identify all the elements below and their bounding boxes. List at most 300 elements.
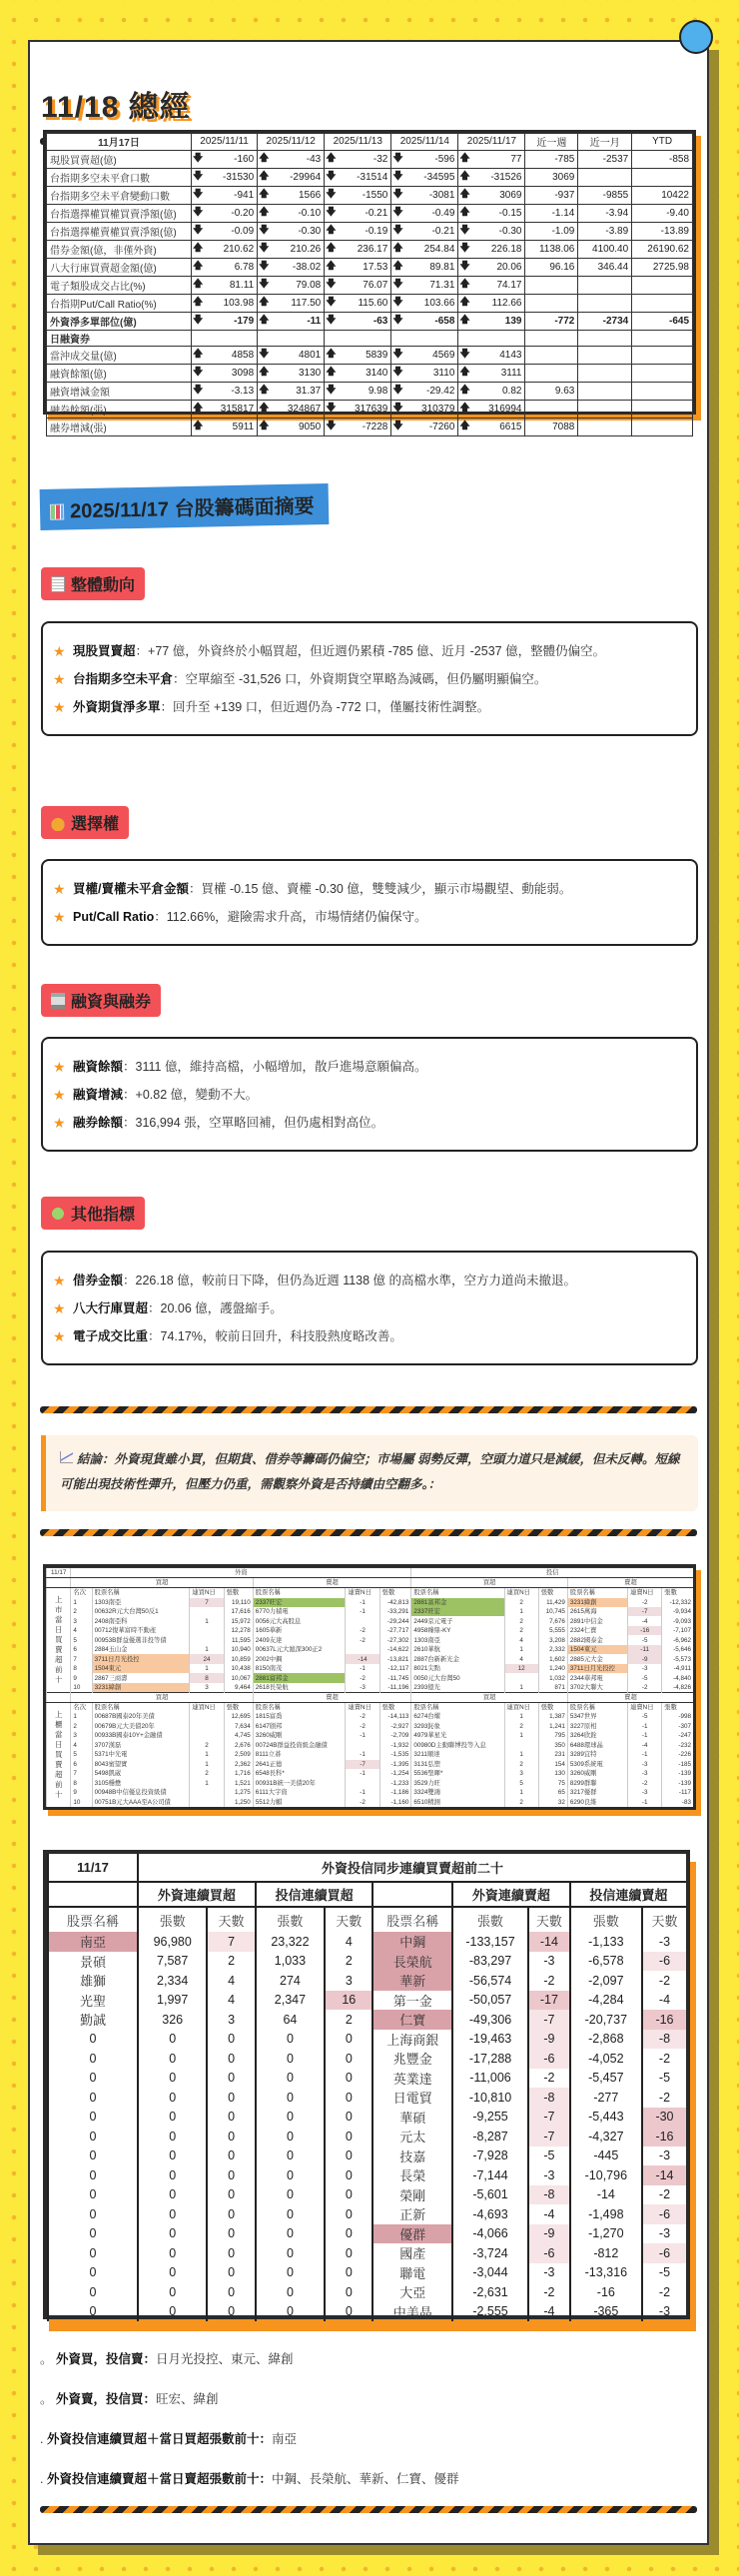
table-row (47, 1635, 694, 1644)
arrow-down-icon: 🡇 (458, 222, 471, 240)
stock-name: 3231緯創 (92, 1683, 190, 1693)
trust-days: 3 (325, 1971, 372, 1991)
table-row (47, 294, 693, 312)
arrow-down-icon: 🡇 (325, 401, 338, 419)
row-label: 融資增減金額 (47, 383, 192, 401)
star-icon: ★ (53, 699, 66, 715)
arrow-down-icon: 🡇 (192, 383, 205, 401)
puzzle-icon (51, 1206, 65, 1222)
item-key: 八大行庫買超 (73, 1301, 149, 1315)
zero-cell: 0 (48, 2165, 138, 2185)
zero-cell: 0 (207, 2088, 255, 2108)
streak-days: 1 (504, 1607, 538, 1616)
streak-days: 4 (504, 1654, 538, 1663)
value-cell: 117.50 (270, 294, 324, 312)
zero-cell: 0 (138, 2030, 207, 2050)
stock-name: 3707漢磊 (92, 1741, 190, 1750)
trust-days: -3 (642, 2224, 686, 2244)
streak-days: -1 (346, 1731, 379, 1740)
streak-days: -3 (628, 1788, 662, 1797)
rank-cell: 5 (71, 1635, 92, 1644)
value-cell: -7228 (338, 419, 391, 436)
foreign-days: -5 (528, 2147, 570, 2166)
column-header: 張數 (662, 1588, 693, 1598)
quantity: 154 (538, 1760, 567, 1769)
empty-cell (258, 330, 325, 347)
value-cell: 71.31 (404, 276, 458, 294)
value-cell: -0.30 (270, 222, 324, 240)
table-row (47, 312, 693, 330)
rank-cell: 6 (71, 1645, 92, 1654)
stock-name: 3211順達 (411, 1750, 504, 1759)
summary-cell (632, 276, 693, 294)
arrow-up-icon: 🡅 (391, 258, 404, 276)
value-cell: -29.42 (404, 383, 458, 401)
buy-sell-header-row (47, 1578, 694, 1588)
streak-days: -1 (346, 1664, 379, 1673)
title-row (48, 1854, 686, 1882)
column-header-row (47, 1588, 694, 1598)
rank-cell: 7 (71, 1769, 92, 1778)
stock-name: 優群 (372, 2224, 451, 2244)
zero-cell: 0 (207, 2282, 255, 2302)
trust-days: -4 (642, 1991, 686, 2011)
value-cell: 115.60 (338, 294, 391, 312)
row-label: 融資餘額(億) (47, 365, 192, 383)
arrow-down-icon: 🡇 (325, 168, 338, 186)
quantity: -307 (662, 1722, 693, 1731)
item-value: ：買權 -0.15 億、賣權 -0.30 億，雙雙減少，顯示市場觀望、動能弱。 (188, 882, 572, 896)
table-row (48, 1971, 686, 1991)
foreign-qty: -4,693 (452, 2204, 528, 2224)
foreign-qty: 96,980 (138, 1932, 207, 1952)
star-icon: ★ (53, 1087, 66, 1103)
zero-cell: 0 (325, 2224, 372, 2244)
value-cell: 5839 (338, 347, 391, 365)
stock-name: 8299群聯 (567, 1779, 627, 1788)
stock-name: 2449京元電子 (411, 1616, 504, 1625)
streak-days: 3 (504, 1769, 538, 1778)
table-row (48, 2302, 686, 2322)
zero-cell: 0 (325, 2049, 372, 2069)
stock-name: 2881富邦金 (411, 1598, 504, 1607)
arrow-down-icon: 🡇 (258, 240, 271, 258)
stock-name: 上海商銀 (372, 2030, 451, 2050)
value-cell: -160 (204, 150, 257, 168)
stock-name: 5309系統電 (567, 1760, 627, 1769)
zero-cell: 0 (138, 2185, 207, 2205)
zero-cell: 0 (207, 2243, 255, 2263)
trust-qty: 274 (256, 1971, 325, 1991)
empty-cell (192, 330, 258, 347)
value-cell: 9050 (270, 419, 324, 436)
zero-cell: 0 (325, 2088, 372, 2108)
item-key: 台指期多空未平倉 (73, 672, 174, 686)
column-header: 近一週 (525, 134, 578, 151)
column-header: 張數 (256, 1907, 325, 1932)
buy-sell-header: 賣超 (253, 1578, 411, 1588)
zero-cell: 0 (48, 2147, 138, 2166)
arrow-up-icon: 🡅 (458, 419, 471, 436)
value-cell: -38.02 (270, 258, 324, 276)
streak-days: 2 (504, 1626, 538, 1635)
item-value: ：74.17%，較前日回升，科技股熱度略改善。 (148, 1329, 402, 1343)
zero-cell: 0 (256, 2069, 325, 2089)
quantity: 1,602 (538, 1654, 567, 1663)
summary-cell (632, 294, 693, 312)
streak-days: 24 (190, 1654, 224, 1663)
group-header-row (48, 1882, 686, 1907)
quantity: 12,695 (224, 1712, 253, 1721)
stock-name: 0056元大高股息 (253, 1616, 346, 1625)
stock-name: 2002中鋼 (253, 1654, 346, 1663)
quantity: -13,821 (379, 1654, 411, 1663)
arrow-up-icon: 🡅 (192, 294, 205, 312)
arrow-down-icon: 🡇 (391, 186, 404, 204)
arrow-up-icon: 🡅 (258, 186, 271, 204)
foreign-header: 外資 (71, 1568, 411, 1578)
streak-days (190, 1626, 224, 1635)
table-row (47, 1683, 694, 1693)
rank-cell: 5 (71, 1750, 92, 1759)
summary-cell (578, 419, 632, 436)
zero-cell: 0 (256, 2224, 325, 2244)
quantity: 1,387 (538, 1712, 567, 1721)
stock-name: 1303南亞 (411, 1635, 504, 1644)
list-item (53, 1325, 682, 1348)
column-header: 名次 (71, 1703, 92, 1713)
streak-days: -3 (628, 1760, 662, 1769)
table-row (47, 401, 693, 419)
arrow-up-icon: 🡅 (258, 204, 271, 222)
arrow-down-icon: 🡇 (391, 365, 404, 383)
column-header: YTD (632, 134, 693, 151)
streak-days: 1 (190, 1760, 224, 1769)
column-header: 張數 (224, 1588, 253, 1598)
value-cell: 4569 (404, 347, 458, 365)
foreign-qty: 1,997 (138, 1991, 207, 2011)
arrow-down-icon: 🡇 (325, 312, 338, 330)
item-value: ：回升至 +139 口，但近週仍為 -772 口，僅屬技術性調整。 (160, 700, 490, 714)
streak-days: 1 (190, 1779, 224, 1788)
stock-name: 3711日月光投控 (92, 1654, 190, 1663)
star-icon: ★ (53, 1115, 66, 1131)
stock-name: 長榮航 (372, 1952, 451, 1972)
quantity: 75 (538, 1779, 567, 1788)
stock-name: 2337旺宏 (411, 1607, 504, 1616)
item-value: ：112.66%，避險需求升高，市場情緒仍偏保守。 (154, 910, 427, 924)
table-row (47, 1712, 694, 1721)
arrow-up-icon: 🡅 (258, 419, 271, 436)
arrow-down-icon: 🡇 (458, 258, 471, 276)
streak-days: 2 (504, 1616, 538, 1625)
quantity: 17,616 (224, 1607, 253, 1616)
star-icon: ★ (53, 909, 66, 925)
column-header: 張數 (224, 1703, 253, 1713)
empty-cell (391, 330, 458, 347)
arrow-down-icon: 🡇 (391, 312, 404, 330)
zero-cell: 0 (138, 2224, 207, 2244)
value-cell: 210.26 (270, 240, 324, 258)
bullet-mark: 。 (40, 2392, 56, 2406)
column-header: 天數 (642, 1907, 686, 1932)
zero-cell: 0 (138, 2263, 207, 2283)
trust-days: -6 (642, 1952, 686, 1972)
zero-cell: 0 (48, 2282, 138, 2302)
quantity: 15,972 (224, 1616, 253, 1625)
page-title: 11/18 總經 (41, 91, 191, 124)
value-cell: 316994 (471, 401, 525, 419)
summary-cell: -645 (632, 312, 693, 330)
value-cell: -0.49 (404, 204, 458, 222)
table-row (48, 2147, 686, 2166)
foreign-days: -7 (528, 2010, 570, 2030)
column-header: 張數 (538, 1588, 567, 1598)
value-cell: 9.98 (338, 383, 391, 401)
trust-days: -8 (642, 2030, 686, 2050)
streak-days: -9 (628, 1654, 662, 1663)
summary-bullet (40, 2349, 294, 2367)
foreign-days: -2 (528, 2282, 570, 2302)
streak-days: -5 (628, 1673, 662, 1682)
zero-cell: 0 (48, 2204, 138, 2224)
table-row (47, 222, 693, 240)
table-row (48, 2204, 686, 2224)
trust-days: -16 (642, 2010, 686, 2030)
arrow-up-icon: 🡅 (192, 276, 205, 294)
summary-cell: 7088 (525, 419, 578, 436)
summary-cell: 346.44 (578, 258, 632, 276)
buy-sell-header: 賣超 (567, 1578, 693, 1588)
section-tag (41, 1197, 145, 1230)
arrow-down-icon: 🡇 (192, 365, 205, 383)
summary-cell (578, 294, 632, 312)
date-cell: 11/17 (48, 1854, 138, 1882)
streak-days: 7 (190, 1598, 224, 1607)
arrow-down-icon: 🡇 (325, 294, 338, 312)
stock-name: 2337旺宏 (253, 1598, 346, 1607)
quantity: -2,927 (379, 1722, 411, 1731)
quantity: 2,676 (224, 1741, 253, 1750)
zero-cell: 0 (48, 2088, 138, 2108)
summary-cell: 96.16 (525, 258, 578, 276)
bullet-value: 旺宏、緯創 (156, 2392, 219, 2406)
list-item (53, 1270, 682, 1292)
macro-indicator-table (46, 133, 693, 436)
value-cell: -0.15 (471, 204, 525, 222)
streak-days: 2 (504, 1598, 538, 1607)
arrow-up-icon: 🡅 (325, 222, 338, 240)
list-item (53, 1084, 682, 1107)
stock-name: 1504東元 (567, 1645, 627, 1654)
stock-name: 6770力積電 (253, 1607, 346, 1616)
arrow-down-icon: 🡇 (258, 276, 271, 294)
column-header-row (47, 1703, 694, 1713)
foreign-qty: -11,006 (452, 2069, 528, 2089)
stock-name: 3131弘塑 (411, 1760, 504, 1769)
quantity: -6,962 (662, 1635, 693, 1644)
streak-days: -2 (346, 1722, 379, 1731)
quantity: 871 (538, 1683, 567, 1693)
group-header: 外資連續賣超 (452, 1882, 570, 1907)
trust-days: -2 (642, 2088, 686, 2108)
stock-name: 8111立碁 (253, 1750, 346, 1759)
trust-days: 16 (325, 1991, 372, 2011)
row-label: 外資淨多單部位(億) (47, 312, 192, 330)
value-cell: 6.78 (204, 258, 257, 276)
column-header: 近一月 (578, 134, 632, 151)
value-cell: -0.30 (471, 222, 525, 240)
bullet-key: 外資賣，投信買： (55, 2392, 156, 2406)
item-key: 融資增減 (73, 1088, 124, 1102)
foreign-qty: -7,144 (452, 2165, 528, 2185)
item-text (73, 1056, 426, 1079)
value-cell: 139 (471, 312, 525, 330)
section-box (41, 1037, 698, 1152)
empty-cell (525, 330, 578, 347)
stock-name: 5371中光電 (92, 1750, 190, 1759)
rank-cell: 7 (71, 1654, 92, 1663)
streak-days (346, 1741, 379, 1750)
quantity: 11,429 (538, 1598, 567, 1607)
arrow-down-icon: 🡇 (391, 383, 404, 401)
stock-name: 2344華邦電 (567, 1673, 627, 1682)
streak-days: 2 (504, 1797, 538, 1807)
stock-name: 3227原相 (567, 1722, 627, 1731)
summary-cell (632, 383, 693, 401)
value-cell: -3.13 (204, 383, 257, 401)
stock-name: 榮剛 (372, 2185, 451, 2205)
group-header: 投信連續賣超 (570, 1882, 686, 1907)
arrow-up-icon: 🡅 (192, 401, 205, 419)
stock-name: 00948B中信優息投資級債 (92, 1788, 190, 1797)
quantity: 10,859 (224, 1654, 253, 1663)
table-row (47, 1645, 694, 1654)
zero-cell: 0 (48, 2127, 138, 2147)
table-row (48, 2010, 686, 2030)
value-cell: 6615 (471, 419, 525, 436)
value-cell: 3069 (471, 186, 525, 204)
zero-cell: 0 (48, 2243, 138, 2263)
streak-days: -1 (628, 1731, 662, 1740)
market-label: 上 市 當 日 買 賣 超 前 十 (47, 1588, 71, 1693)
foreign-days: -6 (528, 2243, 570, 2263)
column-header: 天數 (325, 1907, 372, 1932)
column-header: 2025/11/14 (391, 134, 458, 151)
quantity: -232 (662, 1741, 693, 1750)
arrow-up-icon: 🡅 (258, 150, 271, 168)
column-header: 2025/11/17 (458, 134, 525, 151)
star-icon: ★ (53, 671, 66, 687)
table-row (47, 1779, 694, 1788)
quantity: -1,160 (379, 1797, 411, 1807)
column-header: 連買N日 (190, 1703, 224, 1713)
value-cell: 0.82 (471, 383, 525, 401)
summary-cell (578, 401, 632, 419)
group-header-row (47, 1568, 694, 1578)
streak-days (504, 1741, 538, 1750)
value-cell: 77 (471, 150, 525, 168)
streak-days: -4 (628, 1741, 662, 1750)
stock-name: 5498凱崴 (92, 1769, 190, 1778)
list-item (53, 696, 682, 719)
foreign-qty: 326 (138, 2010, 207, 2030)
foreign-days: -7 (528, 2127, 570, 2147)
buy-sell-header: 賣超 (567, 1692, 693, 1702)
table-row (47, 1750, 694, 1759)
quantity: -7,107 (662, 1626, 693, 1635)
quantity: -42,813 (379, 1598, 411, 1607)
row-label: 電子類股成交占比(%) (47, 276, 192, 294)
buy-sell-header: 賣超 (253, 1692, 411, 1702)
table-row (48, 2243, 686, 2263)
foreign-days: -8 (528, 2088, 570, 2108)
trust-qty: -4,327 (570, 2127, 642, 2147)
streak-days: -2 (346, 1635, 379, 1644)
table-row (47, 365, 693, 383)
zero-cell: 0 (325, 2282, 372, 2302)
table-row (47, 1722, 694, 1731)
summary-bullet (40, 2429, 297, 2447)
value-cell: -7260 (404, 419, 458, 436)
arrow-down-icon: 🡇 (391, 150, 404, 168)
column-header: 2025/11/12 (258, 134, 325, 151)
buy-sell-header: 買超 (411, 1692, 568, 1702)
arrow-down-icon: 🡇 (325, 383, 338, 401)
streak-days (346, 1616, 379, 1625)
quantity: -29,244 (379, 1616, 411, 1625)
stock-name: 聯電 (372, 2263, 451, 2283)
stock-name: 3293鈊象 (411, 1722, 504, 1731)
row-label: 台指期Put/Call Ratio(%) (47, 294, 192, 312)
spacer (47, 1692, 71, 1702)
value-cell: -0.09 (204, 222, 257, 240)
streak-days: -2 (346, 1712, 379, 1721)
zero-cell: 0 (138, 2302, 207, 2322)
quantity: -11,196 (379, 1683, 411, 1693)
value-cell: 3130 (270, 365, 324, 383)
stock-name: 1504東元 (92, 1664, 190, 1673)
value-cell: -1550 (338, 186, 391, 204)
rank-cell: 8 (71, 1779, 92, 1788)
stock-name: 2615萬海 (567, 1607, 627, 1616)
value-cell: 3098 (204, 365, 257, 383)
quantity: 9,464 (224, 1683, 253, 1693)
foreign-qty: -2,631 (452, 2282, 528, 2302)
arrow-up-icon: 🡅 (458, 276, 471, 294)
quantity: 350 (538, 1741, 567, 1750)
table-row (47, 240, 693, 258)
arrow-up-icon: 🡅 (192, 258, 205, 276)
table-row (47, 1673, 694, 1682)
stock-name: 5512力麒 (253, 1797, 346, 1807)
trust-header: 投信 (411, 1568, 693, 1578)
quantity: -5,646 (662, 1645, 693, 1654)
star-icon: ★ (53, 1059, 66, 1075)
summary-bullet (40, 2389, 219, 2407)
streak-days (190, 1607, 224, 1616)
foreign-days: -17 (528, 1991, 570, 2011)
item-text (73, 668, 546, 691)
trust-qty: -277 (570, 2088, 642, 2108)
item-value: ：空單縮至 -31,526 口，外資期貨空單略為減碼，但仍屬明顯偏空。 (173, 672, 547, 686)
arrow-up-icon: 🡅 (325, 258, 338, 276)
stock-name: 6111大宇資 (253, 1788, 346, 1797)
streak-days (190, 1635, 224, 1644)
stock-name: 8021尖點 (411, 1664, 504, 1673)
row-label: 融券增減(張) (47, 419, 192, 436)
arrow-up-icon: 🡅 (325, 150, 338, 168)
